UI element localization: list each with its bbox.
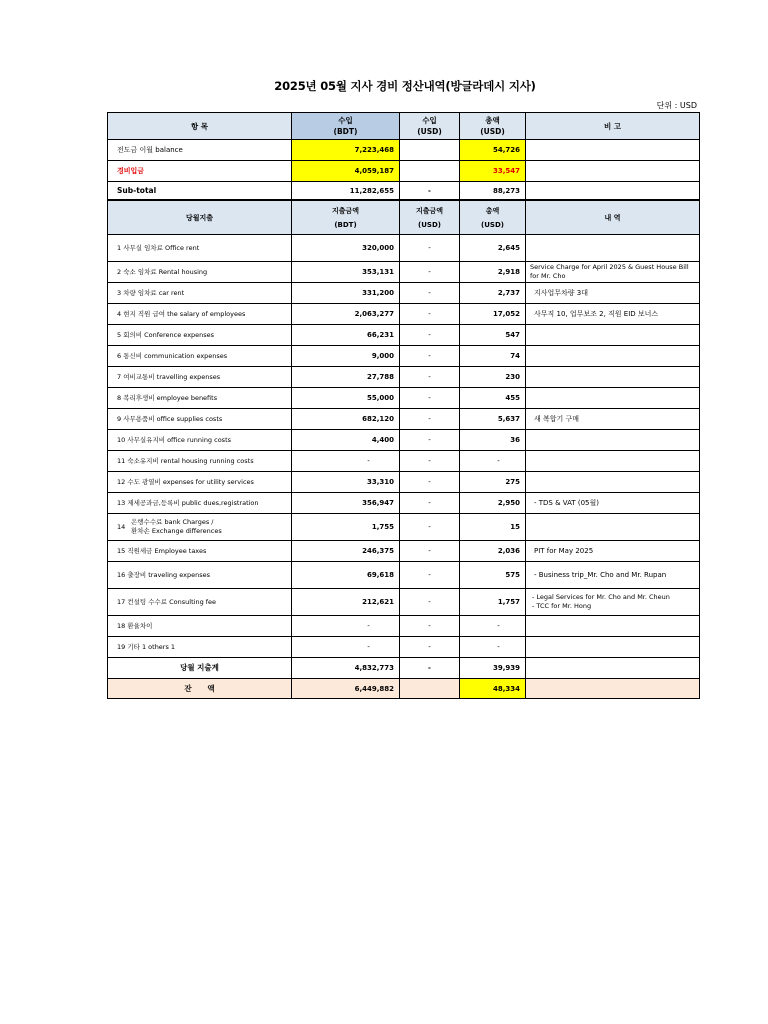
- expense-bdt: -: [292, 451, 400, 472]
- expense-total: 230: [460, 367, 526, 388]
- expense-total: 5,637: [460, 409, 526, 430]
- expense-bdt: 33,310: [292, 472, 400, 493]
- expense-bdt: 353,131: [292, 262, 400, 283]
- expense-row: [108, 304, 700, 325]
- expense-bdt: 246,375: [292, 541, 400, 562]
- expense-total: 2,737: [460, 283, 526, 304]
- income-bdt: 7,223,468: [292, 140, 400, 161]
- expense-total: -: [460, 616, 526, 637]
- expense-label: 4 현지 직원 급여 the salary of employees: [108, 304, 292, 325]
- expense-header-bdt-text: 지출금액 (BDT): [331, 206, 360, 229]
- expense-total: 36: [460, 430, 526, 451]
- expense-label-lines: [131, 518, 222, 536]
- subtotal-usd: -: [400, 182, 460, 201]
- expense-label: 12 수도 광열비 expenses for utility services: [108, 472, 292, 493]
- document-title: 2025년 05월 지사 경비 정산내역(방글라데시 지사): [274, 79, 536, 93]
- expense-settlement-table: [107, 112, 700, 699]
- expense-usd: -: [400, 541, 460, 562]
- expense-label: 7 여비교통비 travelling expenses: [108, 367, 292, 388]
- expense-usd: -: [400, 562, 460, 589]
- expense-row: [108, 430, 700, 451]
- monthly-total-label: 당월 지출계: [108, 658, 292, 679]
- expense-label: 19 기타 1 others 1: [108, 637, 292, 658]
- expense-bdt: 2,063,277: [292, 304, 400, 325]
- header-total-usd-text: 총액 (USD): [480, 116, 505, 136]
- monthly-total-row: [108, 658, 700, 679]
- expense-row: [108, 541, 700, 562]
- expense-header-total-text: 총액 (USD): [481, 206, 504, 229]
- expense-label: 15 직원세금 Employee taxes: [108, 541, 292, 562]
- expense-total: -: [460, 451, 526, 472]
- expense-note: Service Charge for April 2025 & Guest House Bill for Mr. Cho: [526, 262, 700, 283]
- balance-row: [108, 679, 700, 699]
- expense-total: 455: [460, 388, 526, 409]
- expense-header-row: [108, 200, 700, 235]
- table-header-row: [108, 113, 700, 140]
- expense-header-item: 당월지출: [108, 200, 292, 235]
- expense-note: [526, 451, 700, 472]
- expense-note: 사무직 10, 업무보조 2, 직원 EID 보너스: [526, 304, 700, 325]
- expense-label: 17 컨설팅 수수료 Consulting fee: [108, 589, 292, 616]
- header-income-bdt: [292, 113, 400, 140]
- expense-label: 3 차량 임차료 car rent: [108, 283, 292, 304]
- subtotal-label: Sub-total: [108, 182, 292, 201]
- expense-row: [108, 493, 700, 514]
- expense-total: 2,950: [460, 493, 526, 514]
- expense-usd: -: [400, 367, 460, 388]
- expense-label: 6 통신비 communication expenses: [108, 346, 292, 367]
- expense-total: 547: [460, 325, 526, 346]
- expense-note: [526, 367, 700, 388]
- balance-total: 48,334: [460, 679, 526, 699]
- header-item: 항 목: [108, 113, 292, 140]
- expense-usd: -: [400, 325, 460, 346]
- expense-label: 9 사무용품비 office supplies costs: [108, 409, 292, 430]
- expense-note: [526, 514, 700, 541]
- expense-bdt: 27,788: [292, 367, 400, 388]
- expense-row: [108, 367, 700, 388]
- expense-header-usd: [400, 200, 460, 235]
- income-total: 54,726: [460, 140, 526, 161]
- expense-note-line1: - Legal Services for Mr. Cho and Mr. Cheun: [532, 593, 670, 601]
- expense-total: 74: [460, 346, 526, 367]
- expense-row: [108, 472, 700, 493]
- expense-usd: -: [400, 616, 460, 637]
- expense-row: [108, 514, 700, 541]
- balance-bdt: 6,449,882: [292, 679, 400, 699]
- expense-header-bdt: [292, 200, 400, 235]
- expense-total: 17,052: [460, 304, 526, 325]
- expense-note: [526, 430, 700, 451]
- expense-usd: -: [400, 235, 460, 262]
- expense-bdt: 212,621: [292, 589, 400, 616]
- income-usd: [400, 140, 460, 161]
- expense-total: 15: [460, 514, 526, 541]
- expense-usd: -: [400, 589, 460, 616]
- income-note: [526, 140, 700, 161]
- expense-bdt: 682,120: [292, 409, 400, 430]
- expense-bdt: 69,618: [292, 562, 400, 589]
- header-income-bdt-text: 수입 (BDT): [333, 116, 358, 136]
- expense-total: -: [460, 637, 526, 658]
- subtotal-bdt: 11,282,655: [292, 182, 400, 201]
- subtotal-note: [526, 182, 700, 201]
- expense-label: 18 환율차이: [108, 616, 292, 637]
- expense-usd: -: [400, 388, 460, 409]
- expense-usd: -: [400, 430, 460, 451]
- expense-usd: -: [400, 451, 460, 472]
- expense-bdt: 55,000: [292, 388, 400, 409]
- expense-bdt: 356,947: [292, 493, 400, 514]
- subtotal-total: 88,273: [460, 182, 526, 201]
- expense-usd: -: [400, 304, 460, 325]
- expense-total: 575: [460, 562, 526, 589]
- expense-header-detail: 내 역: [526, 200, 700, 235]
- expense-note: 새 복합기 구매: [526, 409, 700, 430]
- expense-bdt: 4,400: [292, 430, 400, 451]
- expense-note: [526, 616, 700, 637]
- expense-usd: -: [400, 262, 460, 283]
- expense-label: 8 복리후생비 employee benefits: [108, 388, 292, 409]
- expense-bdt: 1,755: [292, 514, 400, 541]
- expense-note: [526, 325, 700, 346]
- expense-bdt: -: [292, 616, 400, 637]
- expense-row: [108, 589, 700, 616]
- expense-note: [526, 346, 700, 367]
- expense-row: [108, 346, 700, 367]
- expense-note: 지사업무차량 3대: [526, 283, 700, 304]
- expense-usd: -: [400, 514, 460, 541]
- expense-bdt: 66,231: [292, 325, 400, 346]
- expense-note-line2: - TCC for Mr. Hong: [532, 602, 592, 610]
- expense-header-usd-text: 지출금액 (USD): [415, 206, 444, 229]
- expense-row: [108, 283, 700, 304]
- expense-total: 1,757: [460, 589, 526, 616]
- income-total: 33,547: [460, 161, 526, 182]
- expense-usd: -: [400, 409, 460, 430]
- income-label: 경비입금: [108, 161, 292, 182]
- expense-usd: -: [400, 637, 460, 658]
- expense-label: 16 출장비 traveling expenses: [108, 562, 292, 589]
- header-remarks: 비 고: [526, 113, 700, 140]
- income-note: [526, 161, 700, 182]
- balance-note: [526, 679, 700, 699]
- expense-total: 2,645: [460, 235, 526, 262]
- expense-row: [108, 325, 700, 346]
- expense-row: [108, 262, 700, 283]
- income-bdt: 4,059,187: [292, 161, 400, 182]
- header-income-usd-text: 수입 (USD): [417, 116, 442, 136]
- expense-note: - TDS & VAT (05월): [526, 493, 700, 514]
- expense-note: [526, 235, 700, 262]
- income-label: 전도금 이월 balance: [108, 140, 292, 161]
- expense-note: [526, 388, 700, 409]
- expense-label-line2: 환차손 Exchange differences: [131, 527, 222, 535]
- income-row-deposit: [108, 161, 700, 182]
- expense-label-line1: 은행수수료 bank Charges /: [131, 518, 214, 526]
- subtotal-row: [108, 182, 700, 201]
- expense-note: [526, 637, 700, 658]
- expense-header-total: [460, 200, 526, 235]
- expense-row: [108, 562, 700, 589]
- unit-label: 단위 : USD: [656, 101, 697, 110]
- header-total-usd: [460, 113, 526, 140]
- expense-label-num: 14: [117, 522, 126, 531]
- expense-bdt: 320,000: [292, 235, 400, 262]
- expense-label: [108, 514, 292, 541]
- expense-note: [526, 472, 700, 493]
- expense-usd: -: [400, 283, 460, 304]
- balance-usd: [400, 679, 460, 699]
- expense-total: 2,918: [460, 262, 526, 283]
- expense-row: [108, 409, 700, 430]
- expense-row: [108, 616, 700, 637]
- expense-note: [526, 589, 700, 616]
- expense-total: 2,036: [460, 541, 526, 562]
- balance-label: 잔 액: [108, 679, 292, 699]
- income-usd: [400, 161, 460, 182]
- expense-row: [108, 235, 700, 262]
- expense-bdt: 9,000: [292, 346, 400, 367]
- header-income-usd: [400, 113, 460, 140]
- expense-label: 5 회의비 Conference expenses: [108, 325, 292, 346]
- expense-usd: -: [400, 472, 460, 493]
- expense-total: 275: [460, 472, 526, 493]
- expense-label: 1 사무실 임차료 Office rent: [108, 235, 292, 262]
- expense-label: 13 제세공과금,등록비 public dues,registration: [108, 493, 292, 514]
- monthly-total-usd: -: [400, 658, 460, 679]
- expense-row: [108, 451, 700, 472]
- monthly-total-total: 39,939: [460, 658, 526, 679]
- expense-label-wrap: [117, 518, 287, 536]
- expense-usd: -: [400, 493, 460, 514]
- expense-note: PIT for May 2025: [526, 541, 700, 562]
- monthly-total-bdt: 4,832,773: [292, 658, 400, 679]
- monthly-total-note: [526, 658, 700, 679]
- expense-usd: -: [400, 346, 460, 367]
- expense-note: - Business trip_Mr. Cho and Mr. Rupan: [526, 562, 700, 589]
- expense-bdt: 331,200: [292, 283, 400, 304]
- expense-bdt: -: [292, 637, 400, 658]
- income-row-balance: [108, 140, 700, 161]
- expense-row: [108, 637, 700, 658]
- expense-label: 11 숙소유지비 rental housing running costs: [108, 451, 292, 472]
- expense-label: 2 숙소 임차료 Rental housing: [108, 262, 292, 283]
- expense-row: [108, 388, 700, 409]
- expense-label: 10 사무실유지비 office running costs: [108, 430, 292, 451]
